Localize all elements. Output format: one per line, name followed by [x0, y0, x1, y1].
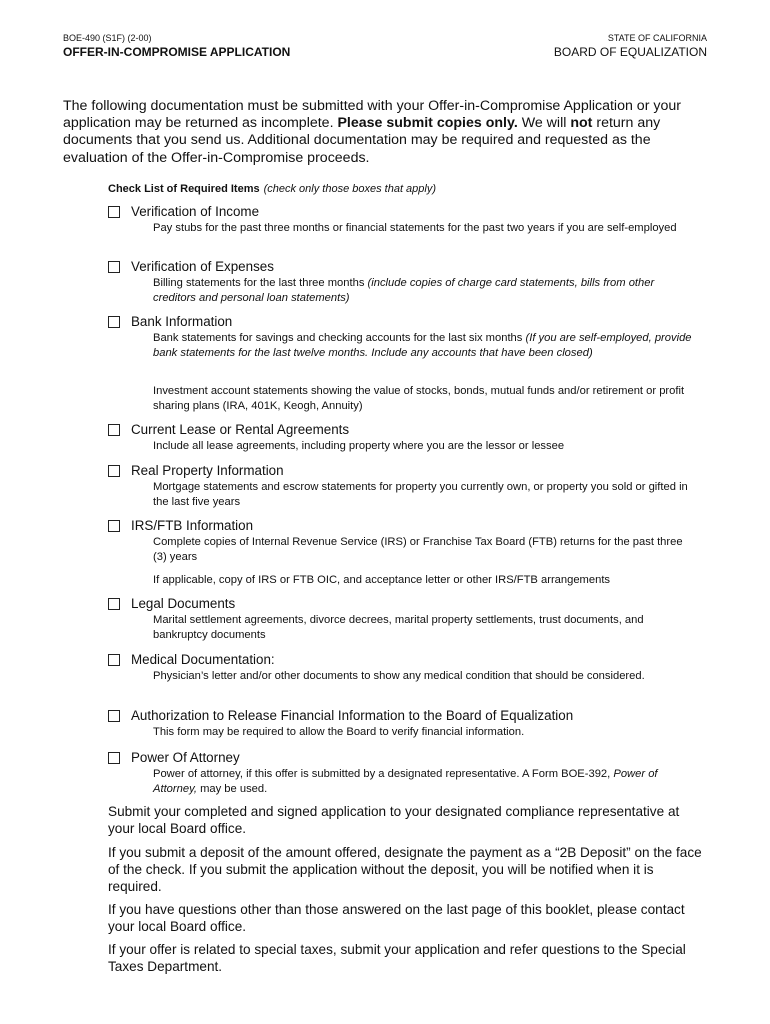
item-desc-bank	[153, 331, 698, 361]
checkbox-lease[interactable]	[108, 424, 120, 436]
checkbox-power-of-attorney[interactable]	[108, 752, 120, 764]
closing-paragraph-submit: Submit your completed and signed application to your designated compliance representative at your local Board office.	[108, 804, 680, 836]
item-desc-lease	[153, 439, 698, 454]
item-desc-expenses	[153, 276, 698, 306]
item-desc-medical	[153, 669, 698, 684]
item-desc-text: Bank statements for savings and checking accounts for the last six months	[153, 332, 523, 344]
item-desc-text: Mortgage statements and escrow statements for property you currently own, or property you sold or gifted in the last five years	[153, 481, 688, 508]
checklist-note: (check only those boxes that apply)	[263, 183, 437, 195]
agency-name: BOARD OF EQUALIZATION	[553, 45, 707, 59]
item-desc-text: Include all lease agreements, including property where you are the lessor or lessee	[153, 440, 565, 452]
item-desc-text: Power of attorney, if this offer is submitted by a designated representative. A Form BOE-392,	[153, 768, 611, 780]
item-desc-bank-investments	[153, 384, 698, 414]
checkbox-income[interactable]	[108, 206, 120, 218]
item-title-irs-ftb: IRS/FTB Information	[131, 518, 254, 533]
item-title-lease: Current Lease or Rental Agreements	[131, 422, 350, 437]
item-desc-text: Complete copies of Internal Revenue Service (IRS) or Franchise Tax Board (FTB) returns for the past three (3) years	[153, 536, 683, 563]
form-header-right	[554, 33, 707, 60]
state-name: STATE OF CALIFORNIA	[607, 33, 707, 43]
item-title-medical: Medical Documentation:	[131, 652, 275, 667]
intro-bold-1: Please submit copies only.	[337, 115, 518, 132]
intro-text-1: The following documentation must be submitted with your Offer-in-Compromise Application or your application may be returned as incomplete.	[63, 98, 681, 132]
closing-paragraph-deposit: If you submit a deposit of the amount offered, designate the payment as a “2B Deposit” on the face of the check. If you submit the application without the deposit, you will be notified when it is required.	[108, 845, 702, 894]
checkbox-bank[interactable]	[108, 316, 120, 328]
item-title-authorization: Authorization to Release Financial Information to the Board of Equalization	[131, 708, 574, 723]
checkbox-irs-ftb[interactable]	[108, 520, 120, 532]
item-desc-text: Pay stubs for the past three months or financial statements for the past two years if you are self-employed	[153, 222, 677, 234]
item-desc-income	[153, 221, 698, 236]
item-title-expenses: Verification of Expenses	[131, 259, 274, 274]
form-number: BOE-490 (S1F) (2-00)	[63, 33, 152, 43]
item-title-legal: Legal Documents	[131, 596, 236, 611]
item-desc-tail: may be used.	[200, 783, 268, 795]
item-title-real-property: Real Property Information	[131, 463, 284, 478]
intro-bold-2: not	[570, 115, 593, 132]
closing-paragraph-questions: If you have questions other than those answered on the last page of this booklet, please contact your local Board office.	[108, 902, 685, 934]
item-desc-text: This form may be required to allow the Board to verify financial information.	[153, 726, 525, 738]
form-header-left	[63, 33, 290, 60]
item-desc-irs-ftb	[153, 535, 698, 565]
item-desc-italic: (include copies of charge card statements, bills from other creditors and personal loan statements)	[153, 277, 655, 304]
closing-paragraph-special-taxes: If your offer is related to special taxes, submit your application and refer questions to the Special Taxes Department.	[108, 942, 686, 974]
item-desc-text: If applicable, copy of IRS or FTB OIC, and acceptance letter or other IRS/FTB arrangements	[153, 574, 611, 586]
checklist-title: Check List of Required Items	[108, 183, 260, 195]
checkbox-expenses[interactable]	[108, 261, 120, 273]
checkbox-medical[interactable]	[108, 654, 120, 666]
intro-text-3: return any documents that you send us. Additional documentation may be required and requested as the evaluation of the Offer-in-Compromise proceeds.	[63, 115, 661, 166]
item-title-income: Verification of Income	[131, 204, 260, 219]
intro-paragraph	[63, 98, 713, 167]
item-desc-text: Marital settlement agreements, divorce decrees, marital property settlements, trust documents, and bankruptcy documents	[153, 614, 644, 641]
item-title-bank: Bank Information	[131, 314, 233, 329]
form-title: OFFER-IN-COMPROMISE APPLICATION	[63, 45, 291, 59]
item-desc-power-of-attorney	[153, 767, 698, 797]
item-desc-italic: (If you are self-employed, provide bank statements for the last twelve months. Include any accounts that have been closed)	[153, 332, 692, 359]
checkbox-real-property[interactable]	[108, 465, 120, 477]
item-desc-real-property	[153, 480, 698, 510]
item-desc-authorization	[153, 725, 698, 740]
checklist-heading	[108, 182, 436, 196]
checkbox-legal[interactable]	[108, 598, 120, 610]
item-title-power-of-attorney: Power Of Attorney	[131, 750, 240, 765]
item-desc-irs-ftb-oic	[153, 573, 698, 588]
item-desc-italic: Power of Attorney,	[153, 768, 658, 795]
item-desc-legal	[153, 613, 698, 643]
checkbox-authorization[interactable]	[108, 710, 120, 722]
item-desc-text: Physician’s letter and/or other documents to show any medical condition that should be considered.	[153, 670, 645, 682]
intro-text-2: We will	[521, 115, 567, 132]
item-desc-text: Investment account statements showing the value of stocks, bonds, mutual funds and/or retirement or profit sharing plans (IRA, 401K, Keogh, Annuity)	[153, 385, 685, 412]
item-desc-text: Billing statements for the last three months	[153, 277, 365, 289]
